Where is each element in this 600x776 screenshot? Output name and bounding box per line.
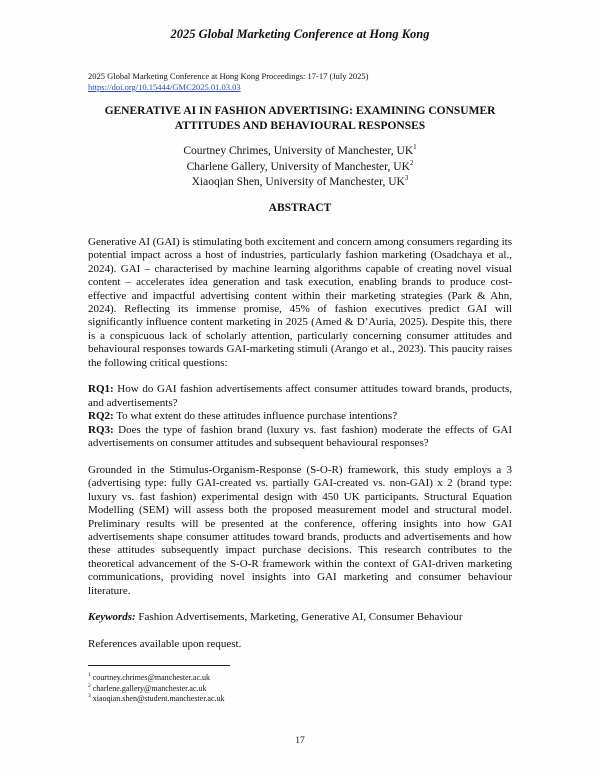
author-1: [88, 144, 512, 160]
research-questions: [88, 383, 512, 450]
author-footnote-mark: 1: [413, 143, 417, 152]
proceedings-info: [88, 71, 368, 93]
footnote-mark: 3: [88, 693, 91, 700]
footnotes: [88, 673, 225, 705]
rq-label: RQ1:: [88, 383, 114, 396]
conference-header: 2025 Global Marketing Conference at Hong Kong: [170, 27, 430, 41]
proceedings-citation: 2025 Global Marketing Conference at Hong Kong Proceedings: 17-17 (July 2025): [88, 71, 369, 81]
references-note: References available upon request.: [88, 638, 242, 651]
abstract-paragraph-1: Generative AI (GAI) is stimulating both excitement and concern among consumers regarding its potential impact across a host of industries, particularly fashion marketing (Osadchaya et al., 2024). GAI – characterised by machine learning algorithms capable of creating novel visual content – accelerates idea generation and task execution, enabling brands to produce cost-effective and impactful advertising content within their marketing strategies (Park & Ahn, 2024). Reflecting its immense promise, 45% of fashion executives predict GAI will significantly influence content marketing in 2025 (Amed & D’Auria, 2025). Despite this, there is a conspicuous lack of scholarly attention, particularly concerning consumer attitudes and behavioural responses towards GAI-marketing stimuli (Arango et al., 2023). This paucity raises the following critical questions:: [88, 236, 512, 369]
title-line-2: ATTITUDES AND BEHAVIOURAL RESPONSES: [174, 120, 426, 132]
paper-title: [88, 104, 512, 134]
title-line-1: GENERATIVE AI IN FASHION ADVERTISING: EXAMINING CONSUMER: [104, 105, 496, 117]
rq-text: How do GAI fashion advertisements affect consumer attitudes toward brands, products, and advertisements?: [88, 383, 512, 409]
rq-label: RQ2:: [88, 410, 114, 423]
footnote-mark: 2: [88, 682, 91, 689]
footnote-email: xiaoqian.shen@student.manchester.ac.uk: [92, 694, 225, 703]
footnote-email: courtney.chrimes@manchester.ac.uk: [92, 673, 210, 682]
author-footnote-mark: 3: [404, 174, 409, 183]
footnote-2: [88, 684, 225, 695]
author-name: Xiaoqian Shen, University of Manchester, UK: [191, 176, 405, 188]
doi-link[interactable]: https://doi.org/10.15444/GMC2025.01.03.03: [88, 82, 241, 92]
rq-text: Does the type of fashion brand (luxury vs. fast fashion) moderate the effects of GAI advertisements on consumer attitudes and subsequent behavioural responses?: [88, 423, 512, 450]
author-2: [88, 160, 512, 176]
rq-2: [88, 410, 397, 422]
author-name: Courtney Chrimes, University of Manchester, UK: [183, 145, 414, 157]
footnote-divider: [88, 665, 230, 666]
rq-1: [88, 383, 512, 408]
footnote-3: [88, 694, 225, 705]
keywords-label: Keywords:: [88, 611, 136, 624]
author-footnote-mark: 2: [409, 158, 414, 167]
footnote-1: [88, 673, 225, 684]
footnote-email: charlene.gallery@manchester.ac.uk: [92, 683, 207, 693]
page-number: 17: [295, 736, 305, 746]
keywords: [88, 611, 512, 624]
author-3: [88, 175, 512, 191]
keywords-list: Fashion Advertisements, Marketing, Generative AI, Consumer Behaviour: [135, 611, 463, 624]
footnote-mark: 1: [88, 672, 91, 679]
rq-3: [88, 424, 512, 449]
rq-label: RQ3:: [88, 423, 114, 436]
abstract-body: [88, 236, 512, 665]
abstract-paragraph-2: Grounded in the Stimulus-Organism-Response (S-O-R) framework, this study employs a 3 (advertising type: fully GAI-created vs. partially GAI-created vs. non-GAI) x 2 (brand type: luxury vs. fast fashion) experimental design with 450 UK participants. Structural Equation Modelling (SEM) will assess both the proposed measurement model and structural model. Preliminary results will be presented at the conference, offering insights into how GAI advertisements shape consumer attitudes toward brands, products and advertisements and how these attitudes subsequently impact purchase decisions. This research contributes to the theoretical advancement of the S-O-R framework within the context of GAI-driven marketing communications, providing novel insights into GAI marketing and consumer behaviour literature.: [88, 463, 512, 597]
author-name: Charlene Gallery, University of Manchester, UK: [186, 160, 410, 173]
abstract-heading: ABSTRACT: [268, 202, 332, 214]
author-list: [88, 144, 512, 191]
rq-text: To what extent do these attitudes influence purchase intentions?: [113, 410, 398, 423]
